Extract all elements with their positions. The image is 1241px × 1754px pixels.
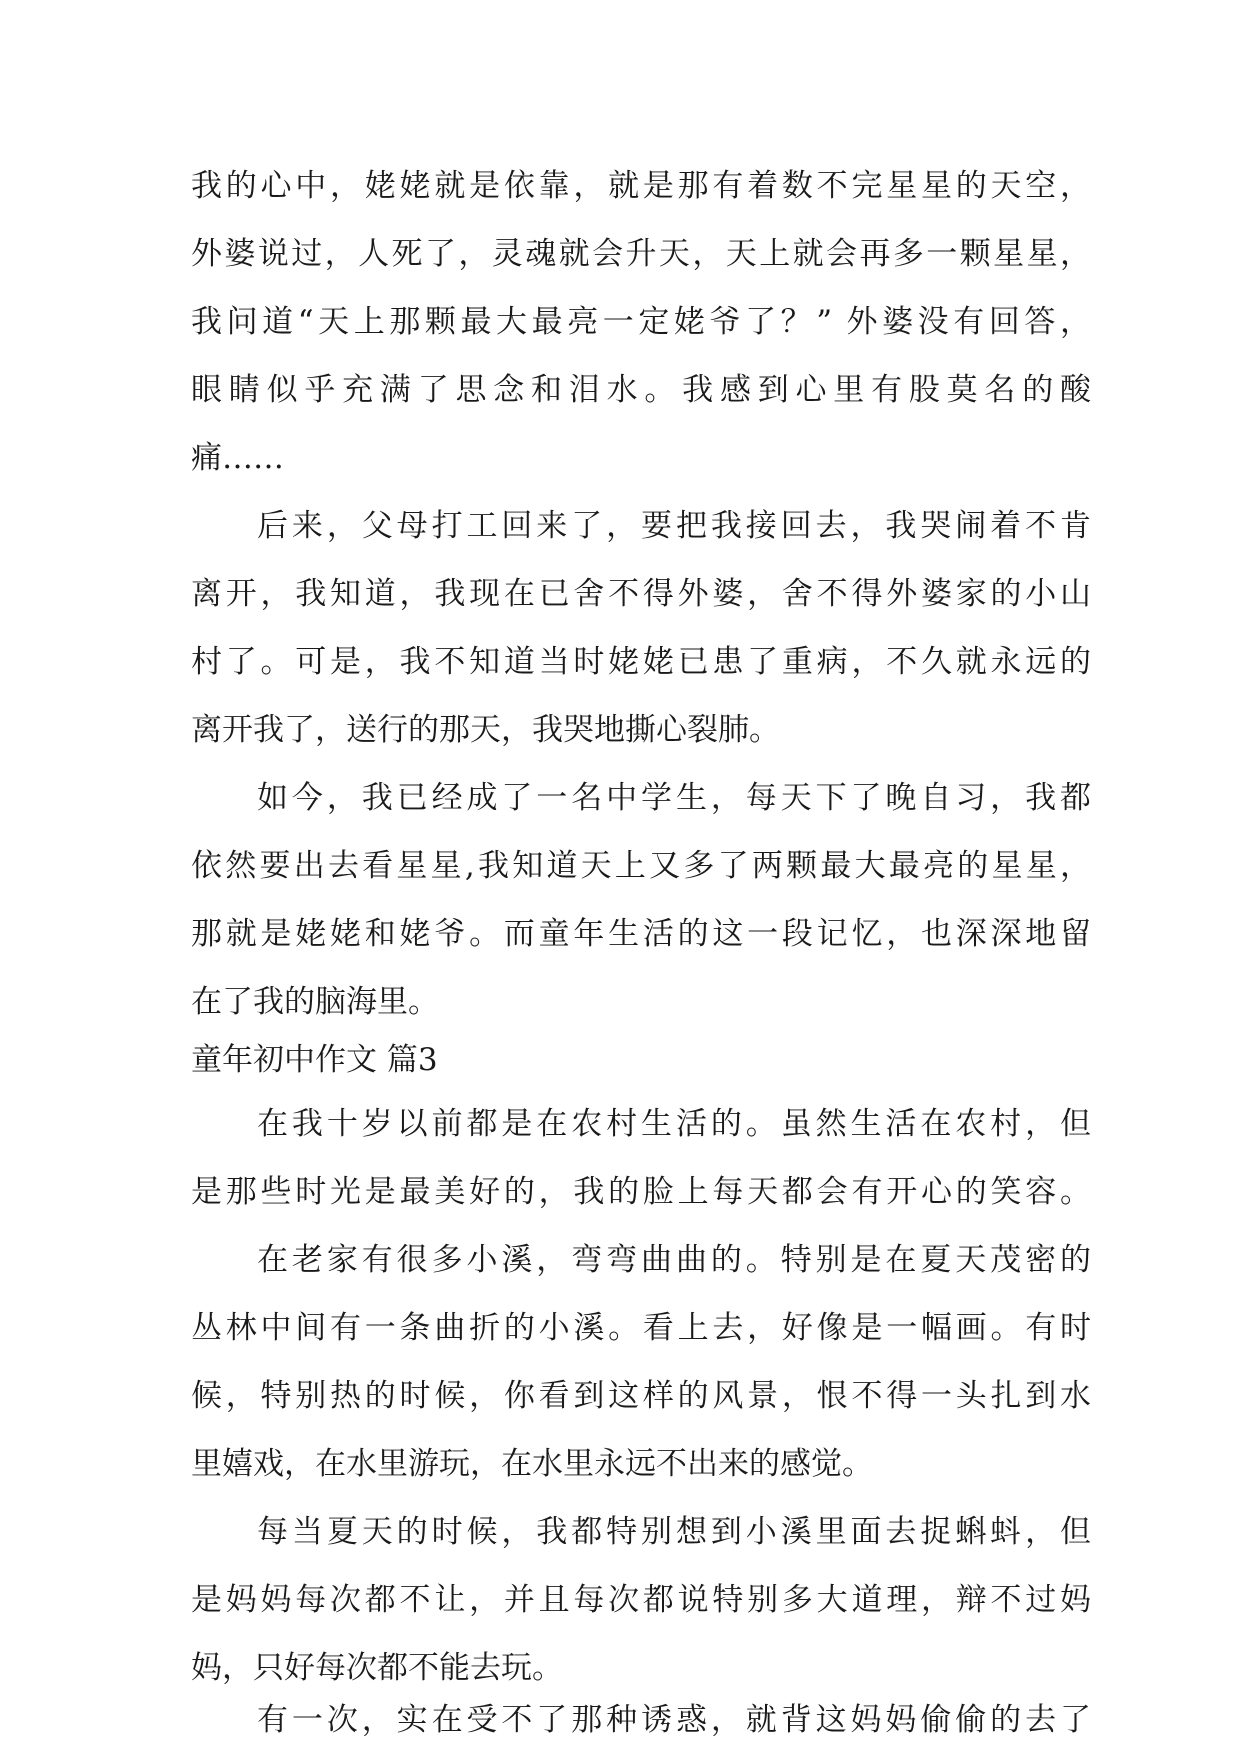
text-line: 妈，只好每次都不能去玩。	[191, 1650, 563, 1686]
text-line: 如今，我已经成了一名中学生，每天下了晚自习，我都	[257, 780, 1091, 816]
text-line: 候，特别热的时候，你看到这样的风景，恨不得一头扎到水	[191, 1378, 1091, 1414]
text-line: 丛林中间有一条曲折的小溪。看上去，好像是一幅画。有时	[191, 1310, 1091, 1346]
text-line: 我的心中，姥姥就是依靠，就是那有着数不完星星的天空，	[191, 168, 1091, 204]
text-line: 后来，父母打工回来了，要把我接回去，我哭闹着不肯	[257, 508, 1091, 544]
text-line: 离开，我知道，我现在已舍不得外婆，舍不得外婆家的小山	[191, 576, 1091, 612]
text-line: 是那些时光是最美好的，我的脸上每天都会有开心的笑容。	[191, 1174, 1091, 1210]
text-line: 每当夏天的时候，我都特别想到小溪里面去捉蝌蚪，但	[257, 1514, 1091, 1550]
text-line: 离开我了，送行的那天，我哭地撕心裂肺。	[191, 712, 780, 748]
text-line: 有一次，实在受不了那种诱惑，就背这妈妈偷偷的去了	[257, 1702, 1091, 1738]
text-line: 痛……	[191, 440, 284, 476]
text-line: 那就是姥姥和姥爷。而童年生活的这一段记忆，也深深地留	[191, 916, 1091, 952]
section-heading: 童年初中作文 篇3	[191, 1042, 438, 1078]
text-line: 在老家有很多小溪，弯弯曲曲的。特别是在夏天茂密的	[257, 1242, 1091, 1278]
text-line: 村了。可是，我不知道当时姥姥已患了重病，不久就永远的	[191, 644, 1091, 680]
text-line: 眼睛似乎充满了思念和泪水。我感到心里有股莫名的酸	[191, 372, 1091, 408]
text-line: 在我十岁以前都是在农村生活的。虽然生活在农村，但	[257, 1106, 1091, 1142]
text-line: 是妈妈每次都不让，并且每次都说特别多大道理，辩不过妈	[191, 1582, 1091, 1618]
text-line: 依然要出去看星星,我知道天上又多了两颗最大最亮的星星，	[191, 848, 1091, 884]
text-line: 外婆说过，人死了，灵魂就会升天，天上就会再多一颗星星，	[191, 236, 1091, 272]
text-line: 在了我的脑海里。	[191, 984, 439, 1020]
text-line: 我问道“天上那颗最大最亮一定姥爷了？” 外婆没有回答，	[191, 304, 1091, 340]
text-line: 里嬉戏，在水里游玩，在水里永远不出来的感觉。	[191, 1446, 873, 1482]
